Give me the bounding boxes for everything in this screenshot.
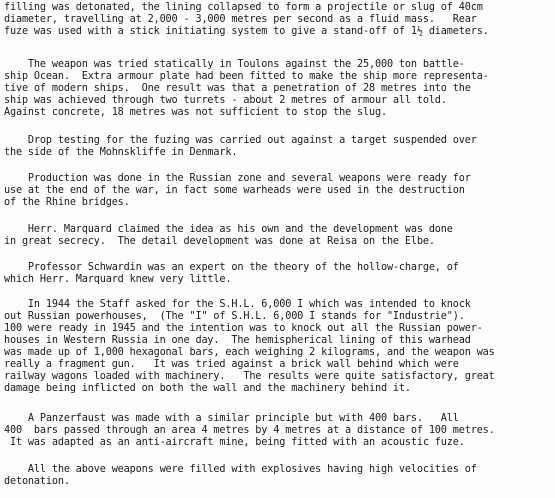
text-line: really a fragment gun. It was tried against a brick wall behind which were [4, 359, 459, 370]
text-line: filling was detonated, the lining collapsed to form a projectile or slug of 40cm [4, 2, 483, 13]
text-line: Drop testing for the fuzing was carried out against a target suspended over [4, 135, 477, 146]
paragraph-shl-6000 [4, 299, 552, 395]
text-line: tive of modern ships. One result was that a penetration of 28 metres into the [4, 83, 471, 94]
text-line: Production was done in the Russian zone and several weapons were ready for [4, 173, 471, 184]
text-line: Herr. Marquard claimed the idea as his own and the development was done [4, 224, 453, 235]
paragraph-slug-formation [4, 2, 552, 38]
text-line: detonation. [4, 476, 70, 487]
text-line: of the Rhine bridges. [4, 197, 130, 208]
text-line: Against concrete, 18 metres was not sufficient to stop the slug. [4, 107, 387, 118]
text-line: railway wagons loaded with machinery. The results were quite satisfactory, great [4, 371, 495, 382]
paragraph-panzerfaust [4, 413, 552, 449]
text-line: A Panzerfaust was made with a similar principle but with 400 bars. All [4, 413, 459, 424]
text-line: out Russian powerhouses, (The "I" of S.H.L. 6,000 I stands for "Industrie"). [4, 311, 465, 322]
text-line: was made up of 1,000 hexagonal bars, each weighing 2 kilograms, and the weapon was [4, 347, 495, 358]
paragraph-drop-testing [4, 135, 552, 159]
paragraph-schwardin [4, 262, 552, 286]
text-line: 100 were ready in 1945 and the intention was to knock out all the Russian power- [4, 323, 483, 334]
text-line: damage being inflicted on both the wall and the machinery behind it. [4, 383, 411, 394]
text-line: All the above weapons were filled with explosives having high velocities of [4, 464, 477, 475]
text-line: 400 bars passed through an area 4 metres by 4 metres at a distance of 100 metres. [4, 425, 495, 436]
text-line: in great secrecy. The detail development was done at Reisa on the Elbe. [4, 236, 435, 247]
text-line: In 1944 the Staff asked for the S.H.L. 6,000 I which was intended to knock [4, 299, 471, 310]
text-line: the side of the Mohnskliffe in Denmark. [4, 147, 238, 158]
paragraph-production [4, 173, 552, 209]
text-line: ship was achieved through two turrets - about 2 metres of armour all told. [4, 95, 447, 106]
text-line: which Herr. Marquard knew very little. [4, 274, 232, 285]
paragraph-explosives [4, 464, 552, 488]
text-line: The weapon was tried statically in Toulons against the 25,000 ton battle- [4, 59, 465, 70]
text-line: ship Ocean. Extra armour plate had been fitted to make the ship more representa- [4, 71, 489, 82]
text-line: It was adapted as an anti-aircraft mine, being fitted with an acoustic fuze. [4, 437, 465, 448]
text-line: fuze was used with a stick initiating system to give a stand-off of 1½ diameters. [4, 26, 489, 37]
paragraph-marquard [4, 224, 552, 248]
text-line: diameter, travelling at 2,000 - 3,000 metres per second as a fluid mass. Rear [4, 14, 477, 25]
text-line: use at the end of the war, in fact some warheads were used in the destruction [4, 185, 465, 196]
text-line: houses in Western Russia in one day. The hemispherical lining of this warhead [4, 335, 471, 346]
paragraph-toulons-trial [4, 59, 552, 119]
text-line: Professor Schwardin was an expert on the theory of the hollow-charge, of [4, 262, 459, 273]
